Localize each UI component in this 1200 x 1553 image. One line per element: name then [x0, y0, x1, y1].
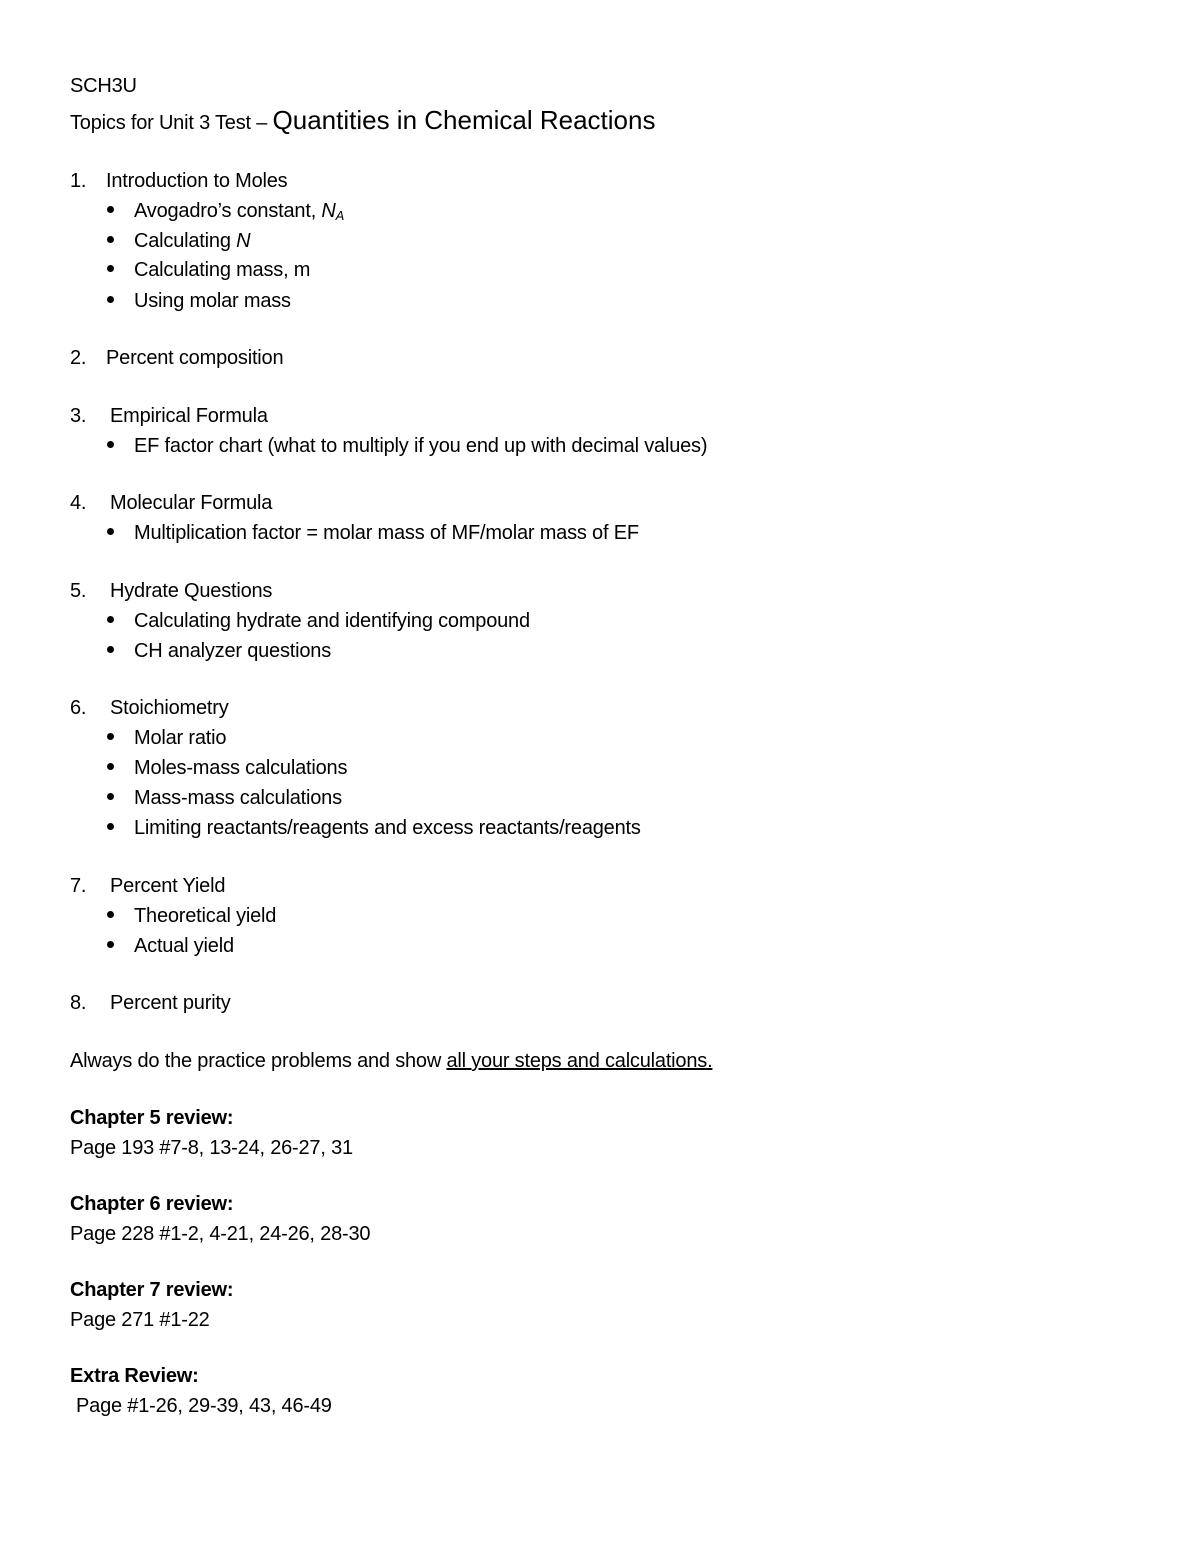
title-prefix: Topics for Unit 3 Test – — [70, 112, 273, 134]
bullet-icon — [107, 528, 114, 535]
topic-number: 8. — [70, 992, 87, 1014]
topic-number: 4. — [70, 492, 87, 514]
topic-title: Empirical Formula — [110, 405, 268, 427]
review-pages: Page 271 #1-22 — [70, 1309, 210, 1331]
page-title — [70, 105, 656, 135]
list-item: CH analyzer questions — [107, 639, 331, 663]
course-code: SCH3U — [70, 75, 137, 97]
list-item: Limiting reactants/reagents and excess reactants/reagents — [107, 816, 641, 840]
topic-4 — [70, 491, 272, 515]
bullet-icon — [107, 646, 114, 653]
list-item: Theoretical yield — [107, 904, 276, 928]
emphasis-underline: all your steps and calculations. — [446, 1050, 713, 1072]
bullet-icon — [107, 441, 114, 448]
review-heading: Chapter 6 review: — [70, 1193, 234, 1215]
bullet-icon — [107, 236, 114, 243]
topic-title: Hydrate Questions — [110, 580, 273, 602]
review-pages: Page 228 #1-2, 4-21, 24-26, 28-30 — [70, 1223, 371, 1245]
topic-8 — [70, 991, 231, 1015]
topic-6 — [70, 696, 229, 720]
topic-number: 1. — [70, 170, 87, 192]
list-item: Calculating mass, m — [107, 258, 310, 282]
list-item: Multiplication factor = molar mass of MF/molar mass of EF — [107, 521, 639, 545]
practice-note: Always do the practice problems and show all your steps and calculations. — [70, 1050, 713, 1072]
review-heading: Chapter 5 review: — [70, 1107, 234, 1129]
list-item: Molar ratio — [107, 726, 226, 750]
bullet-icon — [107, 733, 114, 740]
topic-title: Stoichiometry — [110, 697, 229, 719]
bullet-icon — [107, 823, 114, 830]
bullet-icon — [107, 911, 114, 918]
review-heading: Chapter 7 review: — [70, 1279, 234, 1301]
topic-number: 7. — [70, 875, 87, 897]
topic-title: Introduction to Moles — [106, 170, 288, 192]
list-item: Avogadro’s constant, $N_A$ — [107, 199, 344, 228]
list-item: Actual yield — [107, 934, 234, 958]
title-main: Quantities in Chemical Reactions — [272, 105, 656, 135]
list-item: Calculating N — [107, 229, 250, 253]
review-pages: Page 193 #7-8, 13-24, 26-27, 31 — [70, 1137, 353, 1159]
list-item: Moles-mass calculations — [107, 756, 347, 780]
bullet-icon — [107, 793, 114, 800]
topic-2 — [70, 346, 283, 370]
bullet-icon — [107, 616, 114, 623]
list-item: Using molar mass — [107, 289, 291, 313]
bullet-icon — [107, 206, 114, 213]
bullet-icon — [107, 265, 114, 272]
list-item: Calculating hydrate and identifying compound — [107, 609, 530, 633]
topic-title: Percent purity — [110, 992, 231, 1014]
topic-title: Percent Yield — [110, 875, 226, 897]
topic-3 — [70, 404, 268, 428]
bullet-icon — [107, 941, 114, 948]
topic-number: 5. — [70, 580, 87, 602]
review-heading: Extra Review: — [70, 1365, 199, 1387]
list-item: EF factor chart (what to multiply if you end up with decimal values) — [107, 434, 707, 458]
topic-title: Molecular Formula — [110, 492, 273, 514]
topic-number: 3. — [70, 405, 87, 427]
topic-title: Percent composition — [106, 347, 284, 369]
topic-number: 6. — [70, 697, 87, 719]
topic-1 — [70, 169, 287, 193]
topic-7 — [70, 874, 225, 898]
topic-number: 2. — [70, 347, 87, 369]
bullet-icon — [107, 763, 114, 770]
bullet-icon — [107, 296, 114, 303]
review-pages: Page #1-26, 29-39, 43, 46-49 — [76, 1395, 332, 1417]
topic-5 — [70, 579, 272, 603]
list-item: Mass-mass calculations — [107, 786, 342, 810]
